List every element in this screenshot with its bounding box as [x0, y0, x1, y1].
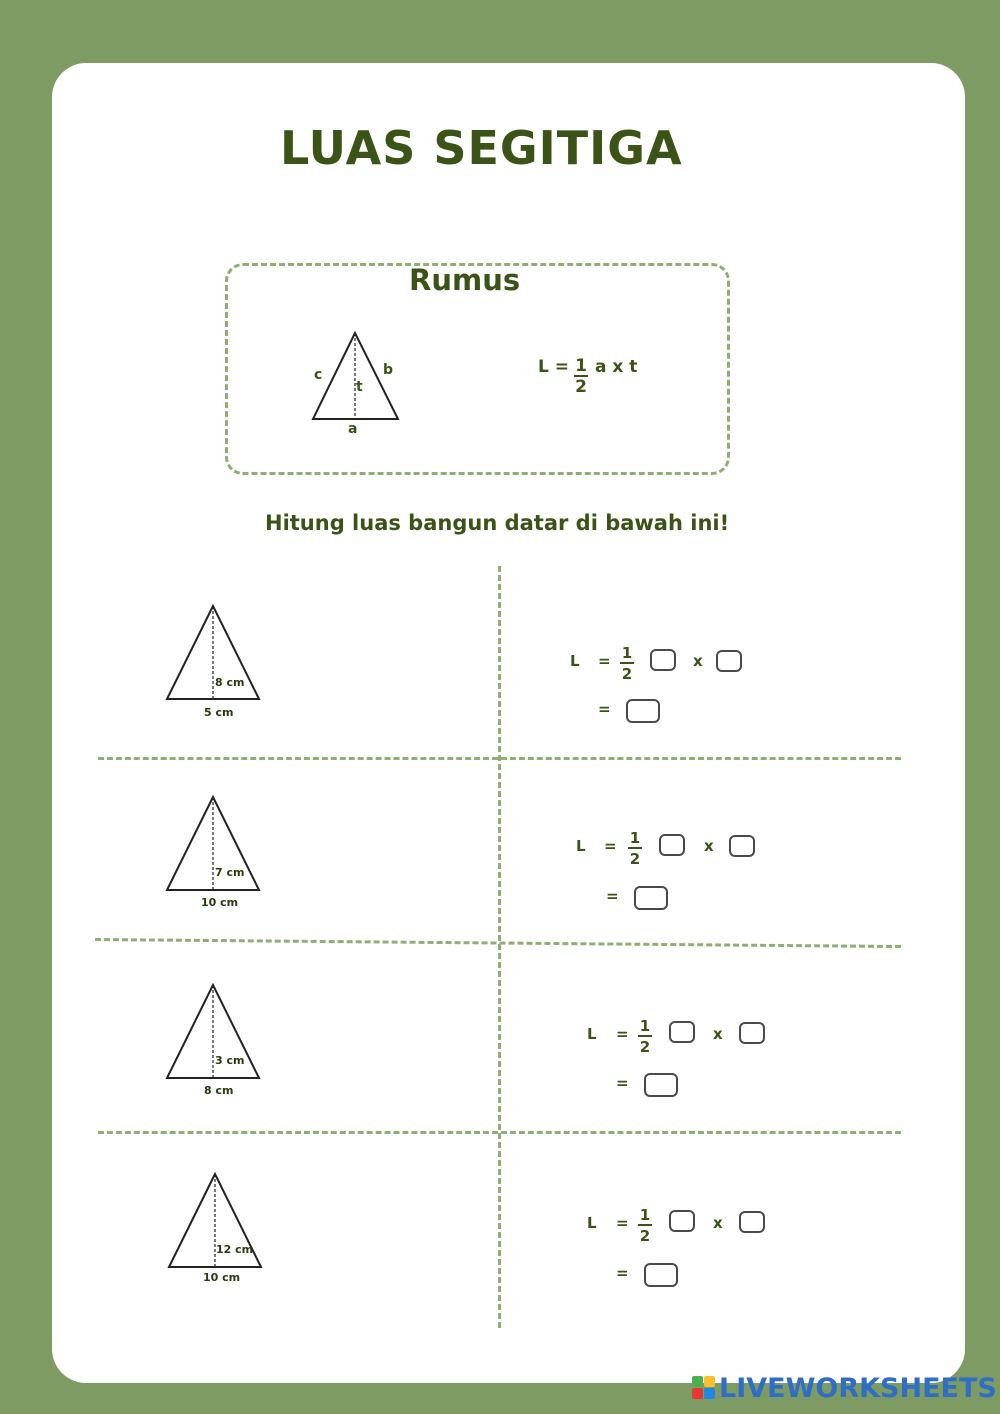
- base-a-label: a: [348, 421, 358, 437]
- formula-rhs: a x t: [595, 357, 638, 377]
- worksheet: [52, 63, 965, 1383]
- row-divider: [98, 757, 901, 760]
- frac-den: 2: [639, 1038, 651, 1056]
- column-divider: [498, 566, 501, 1328]
- frac-num: 1: [639, 1017, 651, 1035]
- frac-den: 2: [629, 850, 641, 868]
- result-input-3[interactable]: [644, 1073, 678, 1097]
- base-label-4: 10 cm: [203, 1271, 241, 1284]
- result-input-4[interactable]: [644, 1263, 678, 1287]
- base-label-1: 5 cm: [204, 706, 234, 719]
- formula-frac-num: 1: [575, 356, 587, 376]
- times-sign-4: x: [713, 1214, 723, 1232]
- triangle-3: [162, 980, 262, 1082]
- result-input-2[interactable]: [634, 886, 668, 910]
- base-input-2[interactable]: [659, 834, 685, 856]
- answer-eq-1: =: [598, 652, 611, 670]
- base-input-3[interactable]: [669, 1021, 695, 1043]
- base-input-4[interactable]: [669, 1210, 695, 1232]
- logo-icon: [692, 1376, 716, 1400]
- base-input-1[interactable]: [650, 649, 676, 671]
- height-label-4: 12 cm: [216, 1243, 254, 1256]
- formula-frac-den: 2: [575, 377, 587, 397]
- side-c-label: c: [314, 367, 323, 383]
- height-input-4[interactable]: [739, 1211, 765, 1233]
- answer-L-2: L: [576, 837, 586, 855]
- frac-num: 1: [639, 1206, 651, 1224]
- formula-fraction: [574, 357, 588, 397]
- height-input-2[interactable]: [729, 835, 755, 857]
- height-label-3: 3 cm: [215, 1054, 245, 1067]
- formula-heading: Rumus: [409, 263, 521, 297]
- answer-L-1: L: [570, 652, 580, 670]
- answer-eq-4: =: [616, 1214, 629, 1232]
- answer-eq-3: =: [616, 1025, 629, 1043]
- triangle-1: [162, 601, 262, 703]
- triangle-2: [162, 792, 262, 894]
- result-eq-2: =: [606, 887, 619, 905]
- side-b-label: b: [383, 362, 394, 378]
- base-label-2: 10 cm: [201, 896, 239, 909]
- liveworksheets-logo: [692, 1373, 997, 1403]
- height-label-2: 7 cm: [215, 866, 245, 879]
- frac-den: 2: [621, 665, 633, 683]
- answer-L-3: L: [587, 1025, 597, 1043]
- times-sign-1: x: [693, 652, 703, 670]
- height-input-3[interactable]: [739, 1022, 765, 1044]
- height-label-1: 8 cm: [215, 676, 245, 689]
- frac-num: 1: [621, 644, 633, 662]
- times-sign-2: x: [704, 837, 714, 855]
- result-eq-4: =: [616, 1264, 629, 1282]
- result-eq-3: =: [616, 1074, 629, 1092]
- answer-fraction-1: [620, 644, 634, 684]
- result-input-1[interactable]: [626, 699, 660, 723]
- logo-text: LIVEWORKSHEETS: [719, 1372, 997, 1404]
- row-divider: [98, 1131, 901, 1134]
- height-t-label: t: [356, 379, 363, 395]
- answer-fraction-3: [638, 1017, 652, 1057]
- answer-eq-2: =: [604, 837, 617, 855]
- result-eq-1: =: [598, 700, 611, 718]
- frac-den: 2: [639, 1227, 651, 1245]
- formula-lhs: L =: [538, 357, 569, 377]
- answer-fraction-2: [628, 829, 642, 869]
- answer-L-4: L: [587, 1214, 597, 1232]
- page-title: LUAS SEGITIGA: [280, 121, 683, 175]
- frac-num: 1: [629, 829, 641, 847]
- height-input-1[interactable]: [716, 650, 742, 672]
- answer-fraction-4: [638, 1206, 652, 1246]
- base-label-3: 8 cm: [204, 1084, 234, 1097]
- times-sign-3: x: [713, 1025, 723, 1043]
- instruction: Hitung luas bangun datar di bawah ini!: [265, 511, 730, 535]
